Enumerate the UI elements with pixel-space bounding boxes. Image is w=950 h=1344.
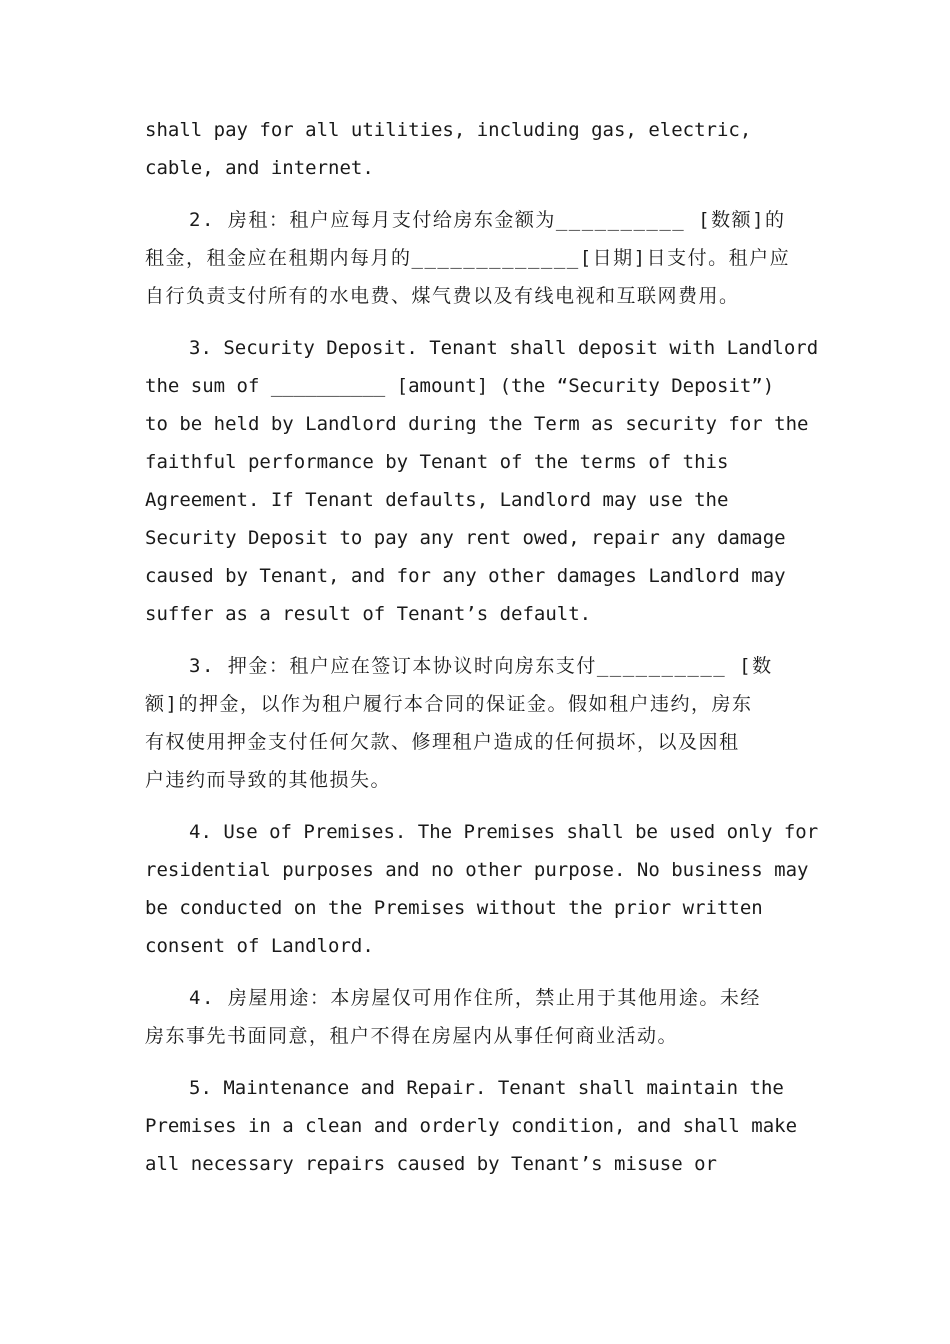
text-line: cable, and internet. [145,157,374,179]
paragraph-use-of-premises-zh [145,979,810,1055]
text-line: 额]的押金，以作为租户履行本合同的保证金。假如租户违约，房东 [145,693,753,715]
text-line: 3. 押金：租户应在签订本协议时向房东支付__________ [数 [189,655,773,677]
text-line: be conducted on the Premises without the prior written [145,897,763,919]
text-line: shall pay for all utilities, including gas, electric, [145,119,752,141]
text-line: 3. Security Deposit. Tenant shall deposit with Landlord [189,337,819,359]
text-line: 4. 房屋用途：本房屋仅可用作住所，禁止用于其他用途。未经 [189,987,761,1009]
text-line: Agreement. If Tenant defaults, Landlord may use the [145,489,729,511]
text-line: to be held by Landlord during the Term as security for the [145,413,809,435]
text-line: all necessary repairs caused by Tenant’s misuse or [145,1153,717,1175]
text-line: 有权使用押金支付任何欠款、修理租户造成的任何损坏，以及因租 [145,731,740,753]
paragraph-security-deposit-zh [145,647,810,799]
text-line: consent of Landlord. [145,935,374,957]
text-line: the sum of __________ [amount] (the “Security Deposit”) [145,375,775,397]
text-line: Premises in a clean and orderly condition, and shall make [145,1115,798,1137]
text-line: 5. Maintenance and Repair. Tenant shall maintain the [189,1077,784,1099]
text-line: faithful performance by Tenant of the terms of this [145,451,729,473]
text-line: suffer as a result of Tenant’s default. [145,603,592,625]
text-line: 4. Use of Premises. The Premises shall be used only for [189,821,819,843]
text-line: Security Deposit to pay any rent owed, repair any damage [145,527,786,549]
paragraph-maintenance-en [145,1069,810,1183]
paragraph-rent-zh [145,201,810,315]
document-body [145,111,819,1197]
text-line: 自行负责支付所有的水电费、煤气费以及有线电视和互联网费用。 [145,285,740,307]
text-line: caused by Tenant, and for any other damages Landlord may [145,565,786,587]
text-line: 户违约而导致的其他损失。 [145,769,392,791]
text-line: 租金，租金应在租期内每月的_____________[日期]日支付。租户应 [145,247,791,269]
paragraph-utilities-en [145,111,810,187]
text-line: residential purposes and no other purpose. No business may [145,859,809,881]
paragraph-use-of-premises-en [145,813,819,965]
text-line: 房东事先书面同意，租户不得在房屋内从事任何商业活动。 [145,1025,679,1047]
paragraph-security-deposit-en [145,329,819,633]
text-line: 2. 房租：租户应每月支付给房东金额为__________ [数额]的 [189,209,786,231]
